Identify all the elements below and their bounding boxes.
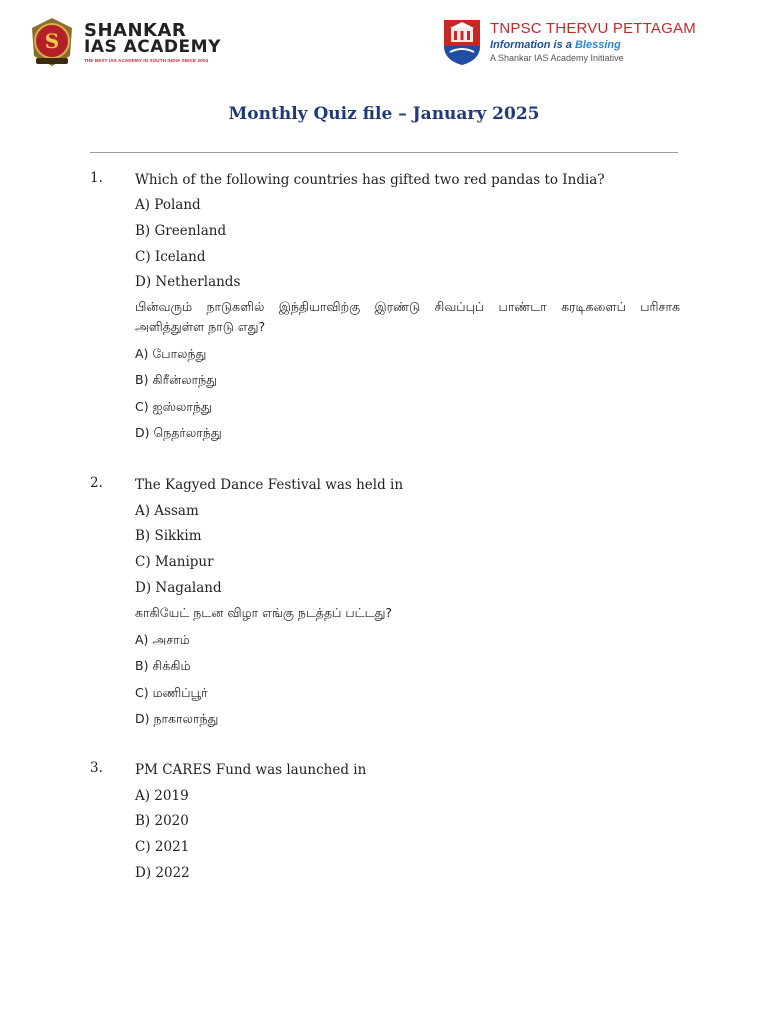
- shankar-emblem-icon: [26, 16, 78, 68]
- option-d-en: D) 2022: [135, 865, 190, 881]
- question-number: 3.: [90, 760, 103, 776]
- option-a-en: A) Poland: [135, 197, 201, 213]
- shankar-ias-logo: [26, 16, 266, 72]
- logo-line1: SHANKAR: [84, 20, 187, 41]
- question-text-en: PM CARES Fund was launched in: [135, 762, 367, 778]
- question-text-ta: பின்வரும் நாடுகளில் இந்தியாவிற்கு இரண்டு சிவப்புப் பாண்டா கரடிகளைப் பரிசாக அளித்துள்ள நாடு எது?: [135, 299, 680, 334]
- option-d-en: D) Netherlands: [135, 274, 241, 290]
- option-b-en: B) Greenland: [135, 223, 227, 239]
- option-b-ta: B) சிக்கிம்: [135, 658, 191, 673]
- option-a-ta: A) போலந்து: [135, 346, 207, 361]
- logo-subtitle2: A Shankar IAS Academy Initiative: [490, 53, 624, 63]
- option-c-en: C) Iceland: [135, 249, 206, 265]
- option-d-ta: D) நெதர்லாந்து: [135, 425, 222, 440]
- question-text-ta: காகியேட் நடன விழா எங்கு நடத்தப் பட்டது?: [135, 605, 393, 620]
- option-a-ta: A) அசாம்: [135, 632, 190, 647]
- logo-tagline: THE BEST IAS ACADEMY IN SOUTH INDIA SINCE 2004: [84, 58, 209, 63]
- option-c-ta: C) மணிப்பூர்: [135, 685, 208, 700]
- question-text-en: Which of the following countries has gifted two red pandas to India?: [135, 172, 605, 188]
- question-number: 2.: [90, 475, 103, 491]
- option-b-en: B) 2020: [135, 813, 189, 829]
- option-d-en: D) Nagaland: [135, 580, 222, 596]
- option-c-en: C) 2021: [135, 839, 190, 855]
- page-title: Monthly Quiz file – January 2025: [228, 104, 540, 124]
- option-b-ta: B) கிரீன்லாந்து: [135, 372, 218, 387]
- option-a-en: A) 2019: [135, 788, 189, 804]
- option-c-ta: C) ஐஸ்லாந்து: [135, 399, 212, 414]
- building-shield-icon: [442, 18, 482, 66]
- divider: [90, 152, 678, 153]
- logo-line2: IAS ACADEMY: [84, 37, 221, 57]
- logo-subtitle: Information is a Blessing: [490, 39, 621, 51]
- option-a-en: A) Assam: [135, 503, 199, 519]
- svg-text:S: S: [44, 29, 60, 53]
- tnpsc-thervu-pettagam-logo: [440, 18, 740, 68]
- page-header: [0, 0, 768, 80]
- question-text-en: The Kagyed Dance Festival was held in: [135, 477, 404, 493]
- option-b-en: B) Sikkim: [135, 528, 202, 544]
- option-d-ta: D) நாகாலாந்து: [135, 711, 219, 726]
- logo-title: TNPSC THERVU PETTAGAM: [490, 20, 696, 37]
- option-c-en: C) Manipur: [135, 554, 214, 570]
- question-number: 1.: [90, 170, 103, 186]
